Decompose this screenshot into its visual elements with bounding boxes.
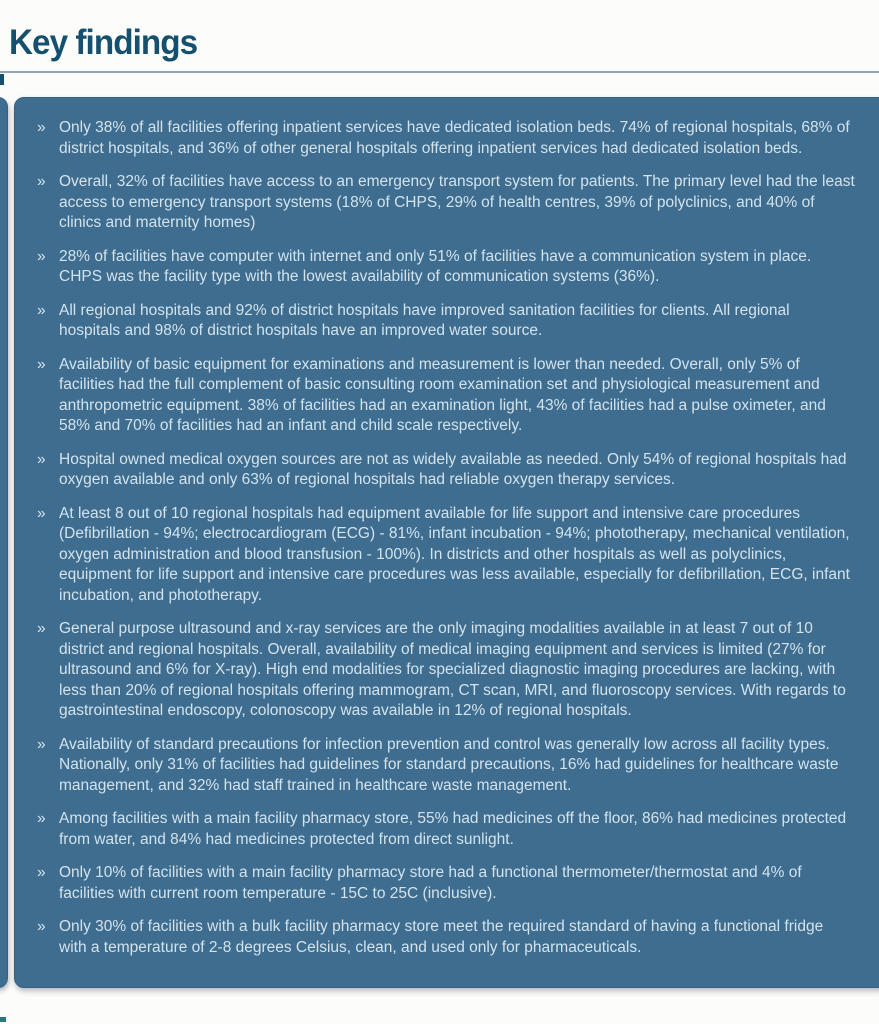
- bullet-marker-icon: »: [37, 918, 46, 935]
- findings-list: [37, 118, 859, 958]
- bullet-marker-icon: »: [37, 810, 46, 827]
- finding-text: Only 30% of facilities with a bulk facility pharmacy store meet the required standard of having a functional fridge with a temperature of 2-8 degrees Celsius, clean, and used only for pharmaceuticals.: [59, 918, 824, 956]
- bullet-marker-icon: »: [37, 355, 46, 373]
- list-item: [37, 301, 859, 342]
- finding-text: Only 10% of facilities with a main facility pharmacy store had a functional thermometer/thermostat and 4% of facilities with current room temperature - 15C to 25C (inclusive).: [59, 864, 802, 902]
- finding-text: Hospital owned medical oxygen sources are not as widely available as needed. Only 54% of regional hospitals had oxygen available and only 63% of regional hospitals had reliable oxygen therapy services.: [59, 450, 847, 488]
- title-divider: [0, 71, 879, 73]
- bullet-marker-icon: »: [37, 735, 46, 753]
- title-divider-tick: [0, 74, 4, 85]
- bullet-marker-icon: »: [37, 620, 46, 637]
- bullet-marker-icon: »: [37, 301, 46, 319]
- finding-text: Only 38% of all facilities offering inpatient services have dedicated isolation beds. 74% of regional hospitals, 68% of district hospitals, and 36% of other general hospitals offering inpatient services had dedicated isolation beds.: [59, 119, 850, 157]
- adjacent-box-edge: [0, 97, 8, 988]
- list-item: [37, 504, 859, 607]
- bullet-marker-icon: »: [37, 450, 46, 468]
- list-item: [37, 247, 859, 288]
- list-item: [37, 735, 859, 797]
- bullet-marker-icon: »: [37, 173, 46, 190]
- finding-text: All regional hospitals and 92% of district hospitals have improved sanitation facilities for clients. All regional hospitals and 98% of district hospitals have an improved water source.: [59, 301, 790, 339]
- key-findings-box: [14, 97, 879, 988]
- bullet-marker-icon: »: [37, 247, 46, 265]
- finding-text: At least 8 out of 10 regional hospitals had equipment available for life support and intensive care procedures (Defibrillation - 94%; electrocardiogram (ECG) - 81%, infant incubation - 94%; phototherapy, mechanical ventilation, oxygen administration and blood transfusion - 100%). In districts and other hospitals as well as polyclinics, equipment for life support and intensive care procedures was less available, especially for defibrillation, ECG, infant incubation, and phototherapy.: [59, 504, 850, 604]
- list-item: [37, 809, 859, 850]
- finding-text: Among facilities with a main facility pharmacy store, 55% had medicines off the floor, 86% had medicines protected from water, and 84% had medicines protected from direct sunlight.: [59, 810, 847, 848]
- page-title: Key findings: [9, 23, 198, 62]
- bullet-marker-icon: »: [37, 119, 46, 136]
- finding-text: General purpose ultrasound and x-ray services are the only imaging modalities available in at least 7 out of 10 district and regional hospitals. Overall, availability of medical imaging equipment and services is limited (27% for ultrasound and 6% for X-ray). High end modalities for specialized diagnostic imaging procedures are lacking, with less than 20% of regional hospitals offering mammogram, CT scan, MRI, and fluoroscopy services. With regards to gastrointestinal endoscopy, colonoscopy was available in 12% of regional hospitals.: [59, 620, 846, 719]
- list-item: [37, 118, 859, 159]
- bullet-marker-icon: »: [37, 864, 46, 881]
- list-item: [37, 450, 859, 491]
- list-item: [37, 863, 859, 904]
- finding-text: 28% of facilities have computer with internet and only 51% of facilities have a communication system in place. CHPS was the facility type with the lowest availability of communication systems (36%).: [59, 247, 812, 285]
- bullet-marker-icon: »: [37, 504, 46, 522]
- list-item: [37, 355, 859, 437]
- finding-text: Availability of basic equipment for examinations and measurement is lower than needed. Overall, only 5% of facilities had the full complement of basic consulting room examination set and physiological measurement and anthropometric equipment. 38% of facilities had an examination light, 43% of facilities had a pulse oximeter, and 58% and 70% of facilities had an infant and child scale respectively.: [59, 355, 826, 434]
- list-item: [37, 172, 859, 234]
- list-item: [37, 619, 859, 722]
- finding-text: Overall, 32% of facilities have access to an emergency transport system for patients. The primary level had the least access to emergency transport systems (18% of CHPS, 29% of health centres, 39% of polyclinics, and 40% of clinics and maternity homes): [59, 173, 855, 231]
- list-item: [37, 917, 859, 958]
- finding-text: Availability of standard precautions for infection prevention and control was generally low across all facility types. Nationally, only 31% of facilities had guidelines for standard precautions, 16% had guidelines for healthcare waste management, and 32% had staff trained in healthcare waste management.: [59, 735, 839, 794]
- bottom-page-mark: [0, 1017, 6, 1022]
